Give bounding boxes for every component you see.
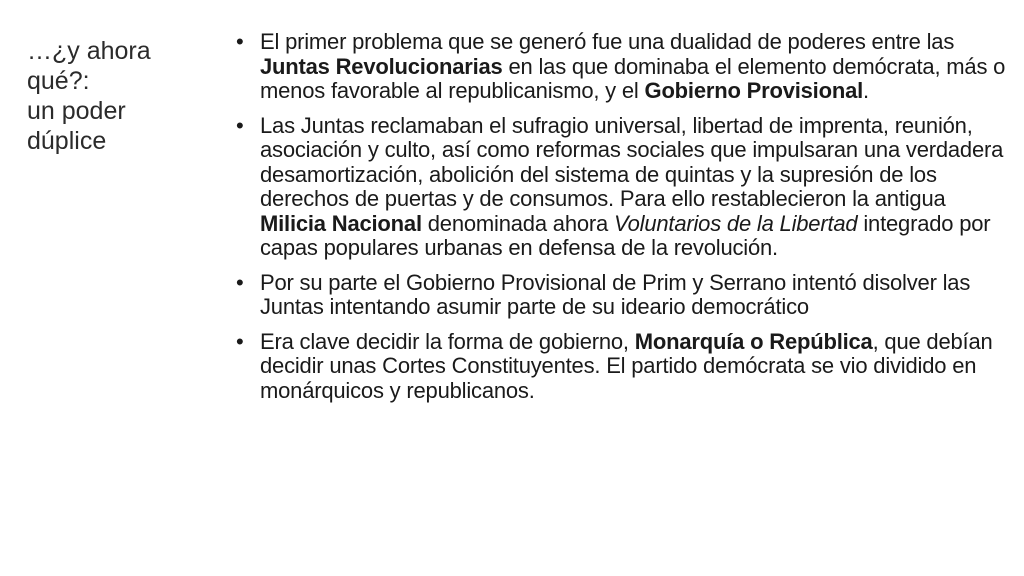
bullet-list [236,30,1006,413]
bullet-bold-text: Monarquía o República [634,328,873,354]
bullet-text: . [863,78,869,103]
bullet-text: en las que dominaba el elemento demócrata, más o menos favorable al republicanismo, y el [260,53,1006,103]
title-line: qué?: [27,67,90,95]
bullet-text: Era clave decidir la forma de gobierno, [260,328,635,354]
bullet-bold-text: Gobierno Provisional [644,78,864,103]
bullet-bold-text: Milicia Nacional [260,210,422,236]
bullet-text: denominada ahora [421,210,614,236]
bullet-item-gobierno [236,271,1006,320]
bullet-item-forma-gobierno [236,330,1006,404]
bullet-text: Las Juntas reclamaban el sufragio universal, libertad de imprenta, reunión, asociación y culto, así como reformas sociales que impulsaran una verdadera desamortización, abolición del sistema de quintas y la supresión de los derechos de puertas y de consumos. Para ello restablecieron la antigua [260,112,1004,211]
bullet-bold-text: Juntas Revolucionarias [260,53,503,79]
bullet-text: Por su parte el Gobierno Provisional de Prim y Serrano intentó disolver las Juntas intentando asumir parte de su ideario democrático [260,269,971,319]
title-line: …¿y ahora [27,37,151,65]
bullet-text: integrado por capas populares urbanas en defensa de la revolución. [260,210,991,260]
title-line: dúplice [27,127,107,155]
bullet-item-dualidad [236,30,1006,104]
bullet-text: El primer problema que se generó fue una dualidad de poderes entre las [260,29,955,54]
bullet-text: , que debían decidir unas Cortes Constituyentes. El partido demócrata se vio dividido en monárquicos y republicanos. [260,328,993,403]
title-line: un poder [27,97,126,125]
bullet-italic-text: Voluntarios de la Libertad [613,210,858,236]
slide-title [27,36,217,156]
bullet-item-juntas [236,114,1006,261]
